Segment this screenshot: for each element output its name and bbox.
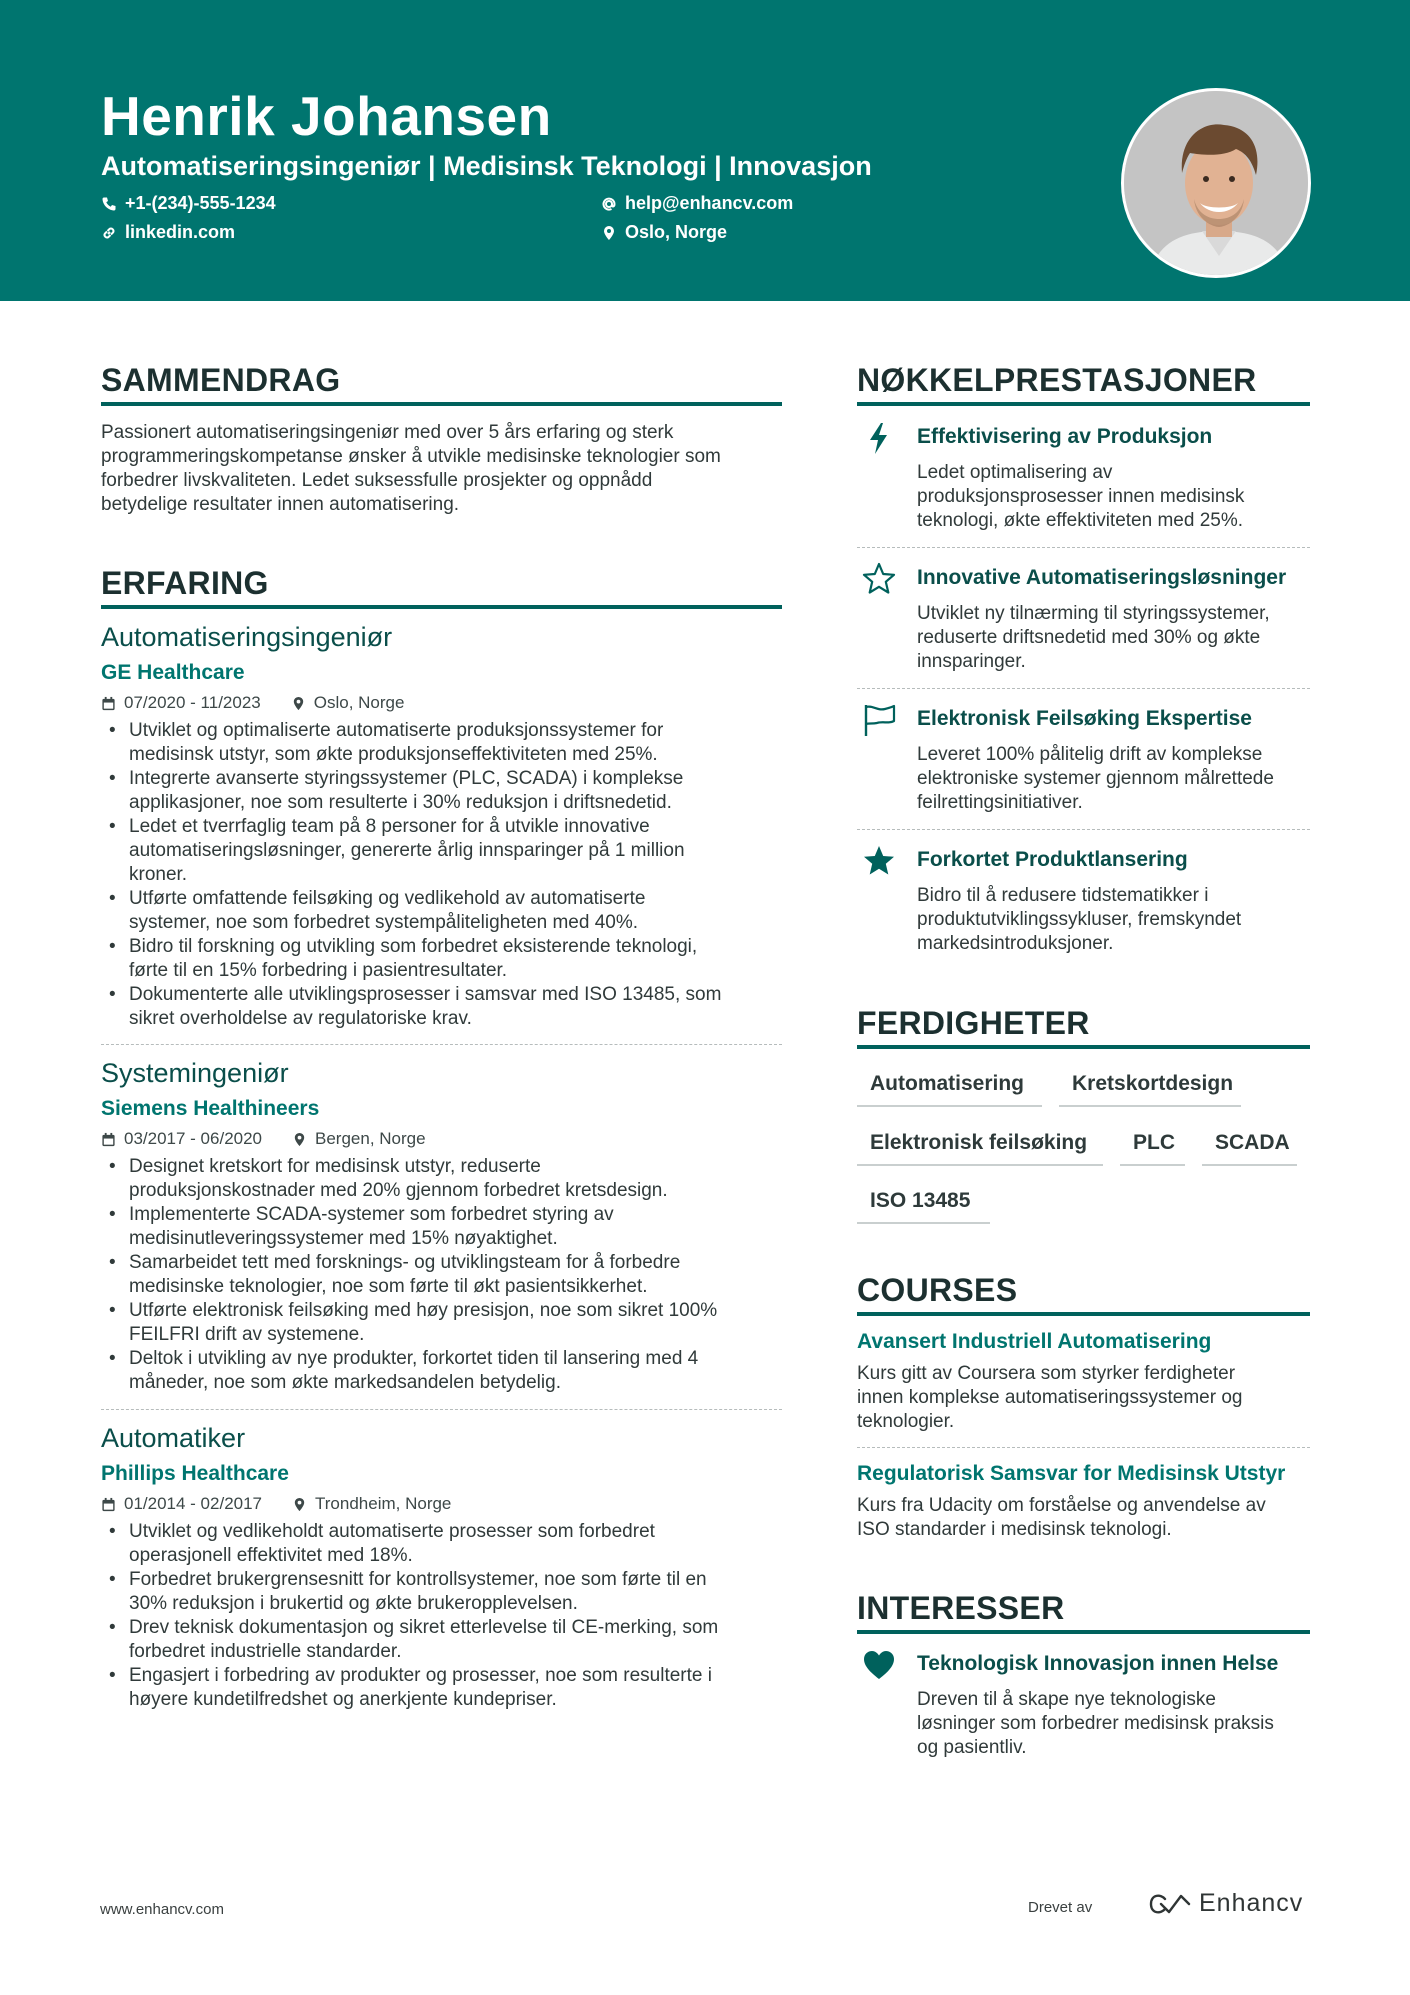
skill-underline: [1202, 1164, 1297, 1166]
skill-tag: Kretskortdesign: [1072, 1072, 1234, 1095]
achievement-text: Leveret 100% pålitelig drift av komplekse elektroniske systemer gjennom målrettede feilrettingsinitiativer.: [917, 744, 1274, 813]
summary-rule: [101, 402, 782, 406]
skill-underline: [857, 1105, 1042, 1107]
divider: [857, 547, 1310, 548]
list-item: • Bidro til forskning og utvikling som forbedret eksisterende teknologi, førte til en 15% forbedring i pasientresultater.: [101, 935, 791, 983]
divider: [857, 688, 1310, 689]
job-dates: 03/2017 - 06/2020: [124, 1129, 263, 1148]
job-company: GE Healthcare: [101, 661, 245, 684]
achievement-text: Bidro til å redusere tidstematikker i produktutviklingssykluser, fremskyndet markedsintroduksjoner.: [917, 885, 1242, 954]
enhancv-logo-text: Enhancv: [1199, 1889, 1304, 1917]
job-company: Siemens Healthineers: [101, 1097, 320, 1120]
summary-line: betydelige resultater innen automatisering.: [101, 494, 460, 515]
list-item: • Implementerte SCADA-systemer som forbedret styring av medisinutleveringssystemer med 15% nøyaktighet.: [101, 1203, 791, 1251]
divider: [857, 829, 1310, 830]
experience-heading: ERFARING: [101, 565, 269, 601]
flag-icon: [861, 702, 897, 738]
link-icon: [101, 225, 117, 241]
course-title: Regulatorisk Samsvar for Medisinsk Utstyr: [857, 1462, 1286, 1485]
location-pin-icon: [292, 1497, 307, 1512]
phone-text: +1-(234)-555-1234: [125, 193, 276, 213]
list-item: • Utførte elektronisk feilsøking med høy presisjon, noe som sikret 100% FEILFRI drift av systemene.: [101, 1299, 791, 1347]
achievement-title: Effektivisering av Produksjon: [917, 425, 1213, 448]
achievement-title: Forkortet Produktlansering: [917, 848, 1188, 871]
job-bullets: [101, 719, 791, 1031]
job-dates: 01/2014 - 02/2017: [124, 1494, 263, 1513]
achievement-title: Elektronisk Feilsøking Ekspertise: [917, 707, 1252, 730]
contact-location: [601, 222, 727, 243]
email-text: help@enhancv.com: [625, 193, 794, 213]
location-pin-icon: [291, 696, 306, 711]
job-dates: 07/2020 - 11/2023: [124, 693, 261, 712]
skill-tag: PLC: [1133, 1131, 1175, 1154]
achievements-heading: NØKKELPRESTASJONER: [857, 362, 1257, 398]
achievements-rule: [857, 402, 1310, 406]
summary-line: forbedrer livskvaliteten. Ledet suksessfulle prosjekter og oppnådd: [101, 470, 653, 491]
job-bullets: [101, 1520, 791, 1712]
experience-rule: [101, 605, 782, 609]
skill-underline: [1059, 1105, 1241, 1107]
skill-underline: [857, 1164, 1103, 1166]
list-item: • Dokumenterte alle utviklingsprosesser i samsvar med ISO 13485, som sikret overholdelse av regulatoriske krav.: [101, 983, 791, 1031]
summary-text: [101, 421, 721, 517]
list-item: • Ledet et tverrfaglig team på 8 personer for å utvikle innovative automatiseringsløsninger, genererte årlig innsparinger på 1 million kroner.: [101, 815, 791, 887]
heart-icon: [861, 1647, 897, 1683]
at-icon: [601, 196, 617, 212]
skill-tag: Automatisering: [870, 1072, 1025, 1095]
job-meta: [101, 1494, 451, 1514]
list-item: • Integrerte avanserte styringssystemer (PLC, SCADA) i komplekse applikasjoner, noe som resulterte i 30% reduksjon i driftsnedetid.: [101, 767, 791, 815]
list-item: • Drev teknisk dokumentasjon og sikret etterlevelse til CE-merking, som forbedret industrielle standarder.: [101, 1616, 791, 1664]
list-item: • Utførte omfattende feilsøking og vedlikehold av automatiserte systemer, noe som forbedret systempåliteligheten med 40%.: [101, 887, 791, 935]
course-text: Kurs fra Udacity om forståelse og anvendelse av ISO standarder i medisinsk teknologi.: [857, 1495, 1266, 1540]
job-location: Bergen, Norge: [315, 1129, 426, 1148]
footer-powered-by: Drevet av: [1028, 1899, 1093, 1916]
job-meta: [101, 1129, 426, 1149]
divider: [101, 1044, 782, 1045]
summary-line: programmeringskompetanse ønsker å utvikle medisinske teknologier som: [101, 446, 721, 467]
interest-text: Dreven til å skape nye teknologiske løsninger som forbedrer medisinsk praksis og pasientliv.: [917, 1689, 1274, 1758]
course-text: Kurs gitt av Coursera som styrker ferdigheter innen komplekse automatiseringssystemer og teknologier.: [857, 1363, 1243, 1432]
calendar-icon: [101, 1132, 116, 1147]
star-outline-icon: [861, 561, 897, 597]
interests-rule: [857, 1630, 1310, 1634]
header-banner: [0, 0, 1410, 301]
list-item: • Utviklet og vedlikeholdt automatiserte prosesser som forbedret operasjonell effektivitet med 18%.: [101, 1520, 791, 1568]
achievement-text: Ledet optimalisering av produksjonsprosesser innen medisinsk teknologi, økte effektiviteten med 25%.: [917, 462, 1245, 531]
linkedin-text: linkedin.com: [125, 222, 236, 242]
lightning-icon: [861, 420, 897, 456]
list-item: • Designet kretskort for medisinsk utstyr, reduserte produksjonskostnader med 20% gjennom forbedret kretsdesign.: [101, 1155, 791, 1203]
enhancv-logo[interactable]: [1147, 1889, 1303, 1918]
skills-rule: [857, 1045, 1310, 1049]
achievement-title: Innovative Automatiseringsløsninger: [917, 566, 1287, 589]
achievement-text: Utviklet ny tilnærming til styringssystemer, reduserte driftsnedetid med 30% og økte innsparinger.: [917, 603, 1270, 672]
list-item: • Forbedret brukergrensesnitt for kontrollsystemer, noe som førte til en 30% reduksjon i brukertid og økte brukeropplevelsen.: [101, 1568, 791, 1616]
location-pin-icon: [601, 225, 617, 241]
job-title: Automatiker: [101, 1423, 246, 1453]
avatar-illustration: [1124, 91, 1311, 278]
interests-heading: INTERESSER: [857, 1590, 1065, 1626]
skill-underline: [857, 1222, 990, 1224]
footer-website[interactable]: www.enhancv.com: [100, 1901, 224, 1918]
job-company: Phillips Healthcare: [101, 1462, 289, 1485]
courses-rule: [857, 1312, 1310, 1316]
list-item: • Deltok i utvikling av nye produkter, forkortet tiden til lansering med 4 måneder, noe som økte markedsandelen betydelig.: [101, 1347, 791, 1395]
candidate-name: Henrik Johansen: [101, 85, 552, 147]
job-location: Oslo, Norge: [313, 693, 405, 712]
star-filled-icon: [861, 843, 897, 879]
skill-tag: Elektronisk feilsøking: [870, 1131, 1088, 1154]
contact-phone[interactable]: [101, 193, 276, 214]
enhancv-logo-icon: [1147, 1892, 1193, 1916]
job-title: Systemingeniør: [101, 1058, 289, 1088]
contact-linkedin[interactable]: [101, 222, 235, 243]
summary-line: Passionert automatiseringsingeniør med over 5 års erfaring og sterk: [101, 422, 674, 443]
profile-photo: [1121, 88, 1311, 278]
phone-icon: [101, 196, 117, 212]
courses-heading: COURSES: [857, 1272, 1018, 1308]
job-meta: [101, 693, 404, 713]
course-title: Avansert Industriell Automatisering: [857, 1330, 1212, 1353]
list-item: • Engasjert i forbedring av produkter og prosesser, noe som resulterte i høyere kundetilfredshet og anerkjente kundepriser.: [101, 1664, 791, 1712]
skills-heading: FERDIGHETER: [857, 1005, 1090, 1041]
list-item: • Utviklet og optimaliserte automatiserte produksjonssystemer for medisinsk utstyr, som økte produksjonseffektiviteten med 25%.: [101, 719, 791, 767]
skill-underline: [1120, 1164, 1185, 1166]
job-title: Automatiseringsingeniør: [101, 622, 393, 652]
divider: [857, 1447, 1310, 1448]
job-location: Trondheim, Norge: [315, 1494, 452, 1513]
interest-title: Teknologisk Innovasjon innen Helse: [917, 1652, 1279, 1675]
divider: [101, 1409, 782, 1410]
calendar-icon: [101, 696, 116, 711]
list-item: • Samarbeidet tett med forsknings- og utviklingsteam for å forbedre medisinske teknologier, noe som førte til økt pasientsikkerhet.: [101, 1251, 791, 1299]
location-text: Oslo, Norge: [625, 222, 728, 242]
job-bullets: [101, 1155, 791, 1395]
skill-tag: ISO 13485: [870, 1189, 971, 1212]
location-pin-icon: [292, 1132, 307, 1147]
calendar-icon: [101, 1497, 116, 1512]
contact-email[interactable]: [601, 193, 793, 214]
summary-heading: SAMMENDRAG: [101, 362, 341, 398]
candidate-subtitle: Automatiseringsingeniør | Medisinsk Teknologi | Innovasjon: [101, 151, 872, 181]
skill-tag: SCADA: [1215, 1131, 1290, 1154]
